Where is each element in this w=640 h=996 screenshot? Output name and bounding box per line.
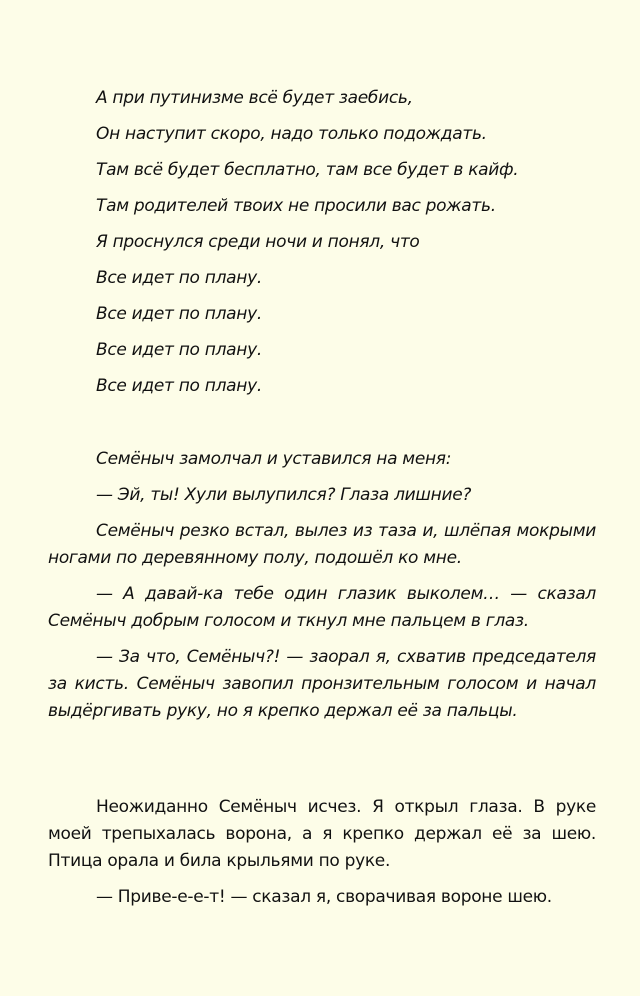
dialogue-block <box>48 446 596 734</box>
prose-paragraph: Неожиданно Семёныч исчез. Я открыл глаза. В руке моей трепыхалась ворона, а я крепко держал её за шею. Птица орала и била крыльями по руке. <box>48 797 596 871</box>
dialogue-paragraph: Семёныч замолчал и уставился на меня: <box>96 449 452 469</box>
poem-line: Все идет по плану. <box>96 268 262 288</box>
poem-line: Все идет по плану. <box>96 304 262 324</box>
dialogue-paragraph: — Эй, ты! Хули вылупился? Глаза лишние? <box>96 485 472 505</box>
dialogue-paragraph: Семёныч резко встал, вылез из таза и, шлёпая мокрыми ногами по деревянному полу, подошёл ко мне. <box>48 521 596 568</box>
poem-line: Все идет по плану. <box>96 376 262 396</box>
poem-line: А при путинизме всё будет заебись, <box>96 88 413 108</box>
poem-line: Он наступит скоро, надо только подождать. <box>96 124 487 144</box>
poem-line: Там родителей твоих не просили вас рожать. <box>96 196 496 216</box>
poem-line: Я проснулся среди ночи и понял, что <box>96 232 420 252</box>
dialogue-paragraph: — А давай-ка тебе один глазик выколем… — сказал Семёныч добрым голосом и ткнул мне пальцем в глаз. <box>48 584 596 631</box>
poem-line: Там всё будет бесплатно, там все будет в кайф. <box>96 160 519 180</box>
book-page <box>48 0 596 996</box>
dialogue-paragraph: — За что, Семёныч?! — заорал я, схватив председателя за кисть. Семёныч завопил пронзительным голосом и начал выдёргивать руку, но я крепко держал её за пальцы. <box>48 647 596 721</box>
poem-line: Все идет по плану. <box>96 340 262 360</box>
prose-block <box>48 794 596 920</box>
poem-block <box>96 80 518 404</box>
prose-paragraph: — Приве-е-е-т! — сказал я, сворачивая вороне шею. <box>96 887 552 907</box>
